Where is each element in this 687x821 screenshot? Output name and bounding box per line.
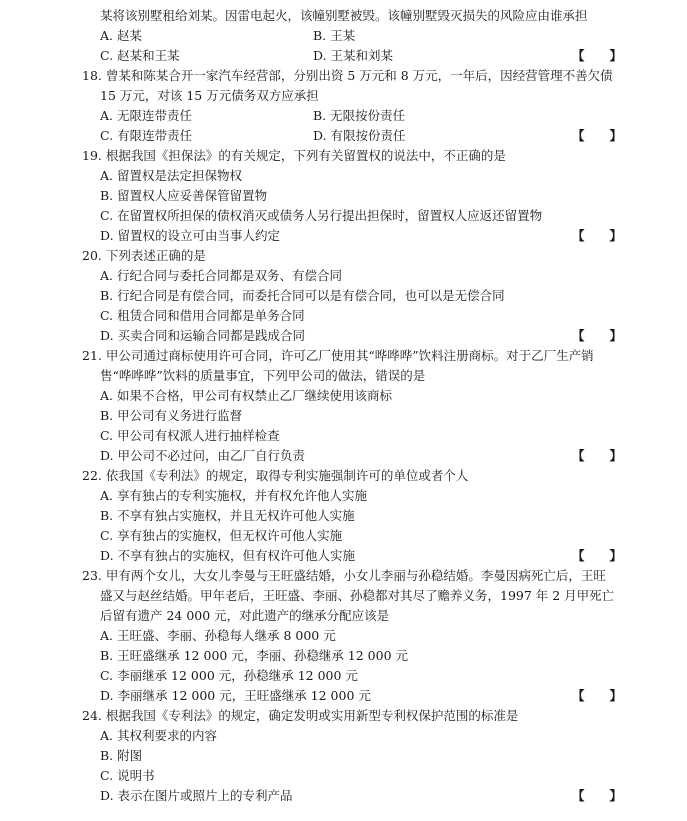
option-d: D. 李丽继承 12 000 元，王旺盛继承 12 000 元	[100, 688, 371, 703]
option-c: C. 甲公司有权派人进行抽样检查	[100, 428, 280, 443]
option-b: B. 不享有独占实施权，并且无权许可他人实施	[100, 508, 355, 523]
option-b: B. 王某	[313, 28, 356, 43]
option-a: A. 享有独占的专利实施权，并有权允许他人实施	[100, 488, 367, 503]
question-21-stem-cont: 售“哗哗哗”饮料的质量事宜，下列甲公司的做法，错误的是	[100, 368, 426, 383]
option-a: A. 王旺盛、李丽、孙稳每人继承 8 000 元	[100, 628, 336, 643]
option-b: B. 王旺盛继承 12 000 元，李丽、孙稳继承 12 000 元	[100, 648, 409, 663]
option-d: D. 甲公司不必过问，由乙厂自行负责	[100, 448, 306, 463]
option-c: C. 说明书	[100, 768, 155, 783]
option-d: D. 王某和刘某	[313, 48, 394, 63]
option-d: D. 有限按份责任	[313, 128, 406, 143]
option-c: C. 在留置权所担保的债权消灭或债务人另行提出担保时，留置权人应返还留置物	[100, 208, 543, 223]
question-23-stem: 23. 甲有两个女儿，大女儿李曼与王旺盛结婚，小女儿李丽与孙稳结婚。李曼因病死亡后，王旺	[82, 568, 606, 583]
option-c: C. 享有独占的实施权，但无权许可他人实施	[100, 528, 343, 543]
option-c: C. 赵某和王某	[100, 48, 180, 63]
answer-bracket-q24[interactable]: 【 】	[572, 788, 623, 803]
option-b: B. 附图	[100, 748, 143, 763]
question-22-stem: 22. 依我国《专利法》的规定，取得专利实施强制许可的单位或者个人	[82, 468, 469, 483]
question-23-stem-cont: 后留有遗产 24 000 元，对此遗产的继承分配应该是	[100, 608, 390, 623]
question-text-line: 某将该别墅租给刘某。因雷电起火，该幢别墅被毁。该幢别墅毁灭损失的风险应由谁承担	[100, 8, 588, 23]
option-a: A. 行纪合同与委托合同都是双务、有偿合同	[100, 268, 342, 283]
option-a: A. 其权利要求的内容	[100, 728, 217, 743]
answer-bracket-q21[interactable]: 【 】	[572, 448, 623, 463]
option-d: D. 不享有独占的实施权，但有权许可他人实施	[100, 548, 356, 563]
option-a: A. 留置权是法定担保物权	[100, 168, 242, 183]
option-d: D. 表示在图片或照片上的专利产品	[100, 788, 293, 803]
question-18-stem-cont: 15 万元，对该 15 万元债务双方应承担	[100, 88, 319, 103]
option-b: B. 行纪合同是有偿合同，而委托合同可以是有偿合同，也可以是无偿合同	[100, 288, 505, 303]
option-b: B. 留置权人应妥善保管留置物	[100, 188, 268, 203]
answer-bracket-q18[interactable]: 【 】	[572, 128, 623, 143]
answer-bracket-q20[interactable]: 【 】	[572, 328, 623, 343]
answer-bracket-q22[interactable]: 【 】	[572, 548, 623, 563]
option-a: A. 如果不合格，甲公司有权禁止乙厂继续使用该商标	[100, 388, 392, 403]
option-a: A. 无限连带责任	[100, 108, 192, 123]
answer-bracket-q17[interactable]: 【 】	[572, 48, 623, 63]
question-18-stem: 18. 曾某和陈某合开一家汽车经营部，分别出资 5 万元和 8 万元，一年后，因经营管理不善欠债	[82, 68, 613, 83]
answer-bracket-q19[interactable]: 【 】	[572, 228, 623, 243]
question-23-stem-cont: 盛又与赵丝结婚。甲年老后，王旺盛、李丽、孙稳都对其尽了赡养义务，1997 年 2 月甲死亡	[100, 588, 615, 603]
option-d: D. 留置权的设立可由当事人约定	[100, 228, 281, 243]
question-19-stem: 19. 根据我国《担保法》的有关规定，下列有关留置权的说法中，不正确的是	[82, 148, 506, 163]
question-20-stem: 20. 下列表述正确的是	[82, 248, 206, 263]
option-b: B. 甲公司有义务进行监督	[100, 408, 243, 423]
option-b: B. 无限按份责任	[313, 108, 406, 123]
question-24-stem: 24. 根据我国《专利法》的规定，确定发明或实用新型专利权保护范围的标准是	[82, 708, 519, 723]
option-c: C. 李丽继承 12 000 元，孙稳继承 12 000 元	[100, 668, 358, 683]
option-c: C. 有限连带责任	[100, 128, 193, 143]
answer-bracket-q23[interactable]: 【 】	[572, 688, 623, 703]
option-d: D. 买卖合同和运输合同都是践成合同	[100, 328, 306, 343]
option-c: C. 租赁合同和借用合同都是单务合同	[100, 308, 305, 323]
question-21-stem: 21. 甲公司通过商标使用许可合同，许可乙厂使用其“哗哗哗”饮料注册商标。对于乙厂生产销	[82, 348, 594, 363]
option-a: A. 赵某	[100, 28, 142, 43]
